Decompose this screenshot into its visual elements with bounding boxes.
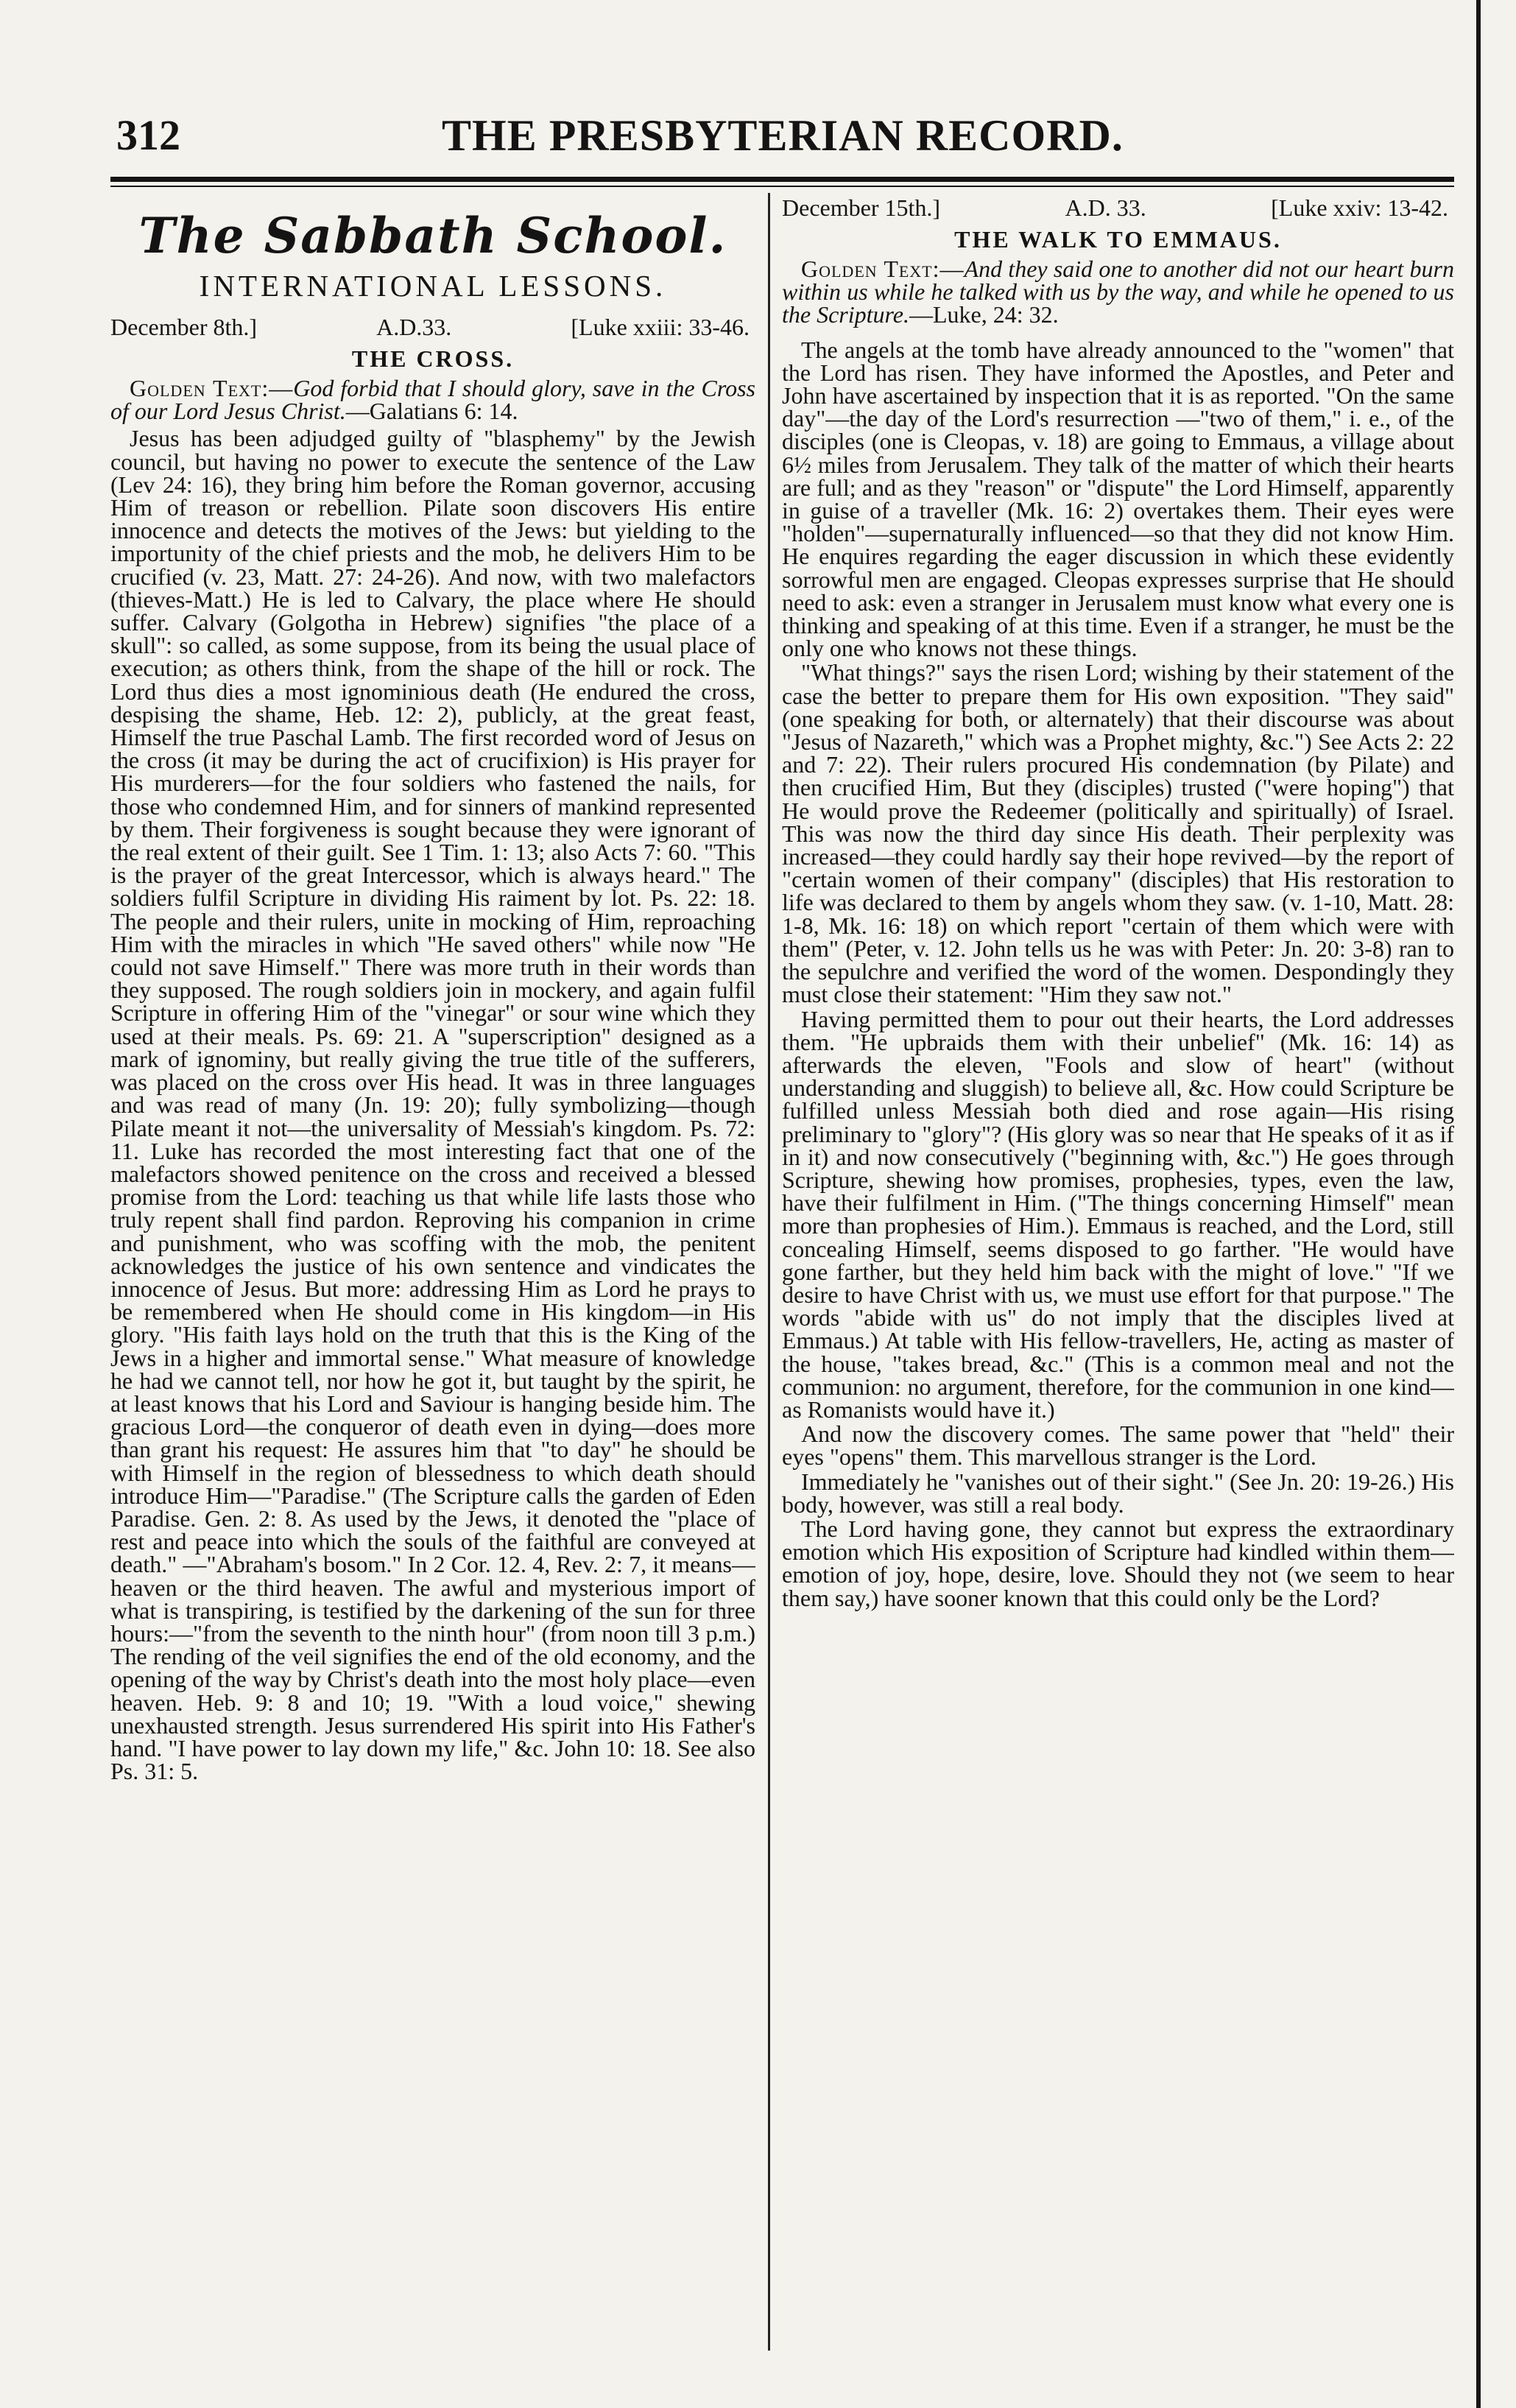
header-rule: [110, 177, 1454, 182]
lesson-reference: [Luke xxiv: 13-42.: [1271, 194, 1448, 221]
lesson-reference: [Luke xxiii: 33-46.: [571, 314, 750, 340]
body-paragraph: Having permitted them to pour out their hearts, the Lord addresses them. "He upbraids them with their unbelief" (Mk. 16: 14) as afterwards the eleven, "Fools and slow of heart" (without understanding and sluggish) to believe all, &c. How could Scripture be fulfilled unless Messiah both died and rose again—His rising preliminary to "glory"? (His glory was so near that He speaks of it as if in it) and now consecutively ("beginning with, &c.") He goes through Scripture, shewing how promises, prophesies, types, even the law, have their fulfilment in Him. ("The things concerning Himself" mean more than prophesies of Him.). Emmaus is reached, and the Lord, still concealing Himself, seems disposed to go farther. "He would have gone farther, but they held him back with the might of love." "If we desire to have Christ with us, we must use effort for that purpose." The words "abide with us" do not imply that the disciples lived at Emmaus.) At table with His fellow-travellers, He, acting as master of the house, "takes bread, &c." (This is a common meal and not the communion: no argument, therefore, for the communion in one kind—as Romanists would have it.): [782, 1005, 1454, 1423]
golden-text-left: [110, 377, 755, 423]
section-title: The Sabbath School.: [138, 207, 727, 264]
golden-text-label: Golden Text:—: [801, 256, 965, 282]
page-number: 312: [116, 111, 180, 159]
right-column: [782, 193, 1454, 2365]
golden-text-right: [782, 258, 1454, 327]
lesson-meta-left: [110, 312, 755, 342]
golden-text-ref: —Galatians 6: 14.: [345, 398, 518, 425]
lesson-year: A.D.33.: [376, 314, 452, 340]
golden-text-body: God forbid that I should glory, save in the Cross of our Lord Jesus Christ.: [110, 375, 755, 425]
lesson-title-right: THE WALK TO EMMAUS.: [954, 226, 1282, 253]
lesson-year: A.D. 33.: [1065, 194, 1146, 221]
body-paragraph: Jesus has been adjudged guilty of "blasphemy" by the Jewish council, but having no power to execute the sentence of the Law (Lev 24: 16), they bring him before the Roman governor, accusing Him of treason or rebellion. Pilate soon discovers His entire innocence and detects the motives of the Jews: but yielding to the importunity of the chief priests and the mob, he delivers Him to be crucified (v. 23, Matt. 27: 24-26). And now, with two malefactors (thieves-Matt.) He is led to Calvary, the place where He should suffer. Calvary (Golgotha in Hebrew) signifies "the place of a skull": so called, as some suppose, from its being the usual place of execution; as others think, from the shape of the hill or rock. The Lord thus dies a most ignominious death (He endured the cross, despising the shame, Heb. 12: 2), publicly, at the great feast, Himself the true Paschal Lamb. The first recorded word of Jesus on the cross (it may be during the act of crucifixion) is His prayer for His murderers—for the four soldiers who fastened the nails, for those who condemned Him, and for sinners of mankind represented by them. Their forgiveness is sought because they were ignorant of the real extent of their guilt. See 1 Tim. 1: 13; also Acts 7: 60. "This is the prayer of the great Intercessor, which is always heard." The soldiers fulfil Scripture in dividing His raiment by lot. Ps. 22: 18. The people and their rulers, unite in mocking of Him, reproaching Him with the miracles in which "He saved others" while now "He could not save Himself." There was more truth in their words than they supposed. The rough soldiers join in mockery, and again fulfil Scripture in offering Him of the "vinegar" or sour wine which they used at their meals. Ps. 69: 21. A "superscription" designed as a mark of ignominy, but really giving the true title of the sufferers, was placed on the cross over His head. It was in three languages and was read of many (Jn. 19: 20); fully symbolizing—though Pilate meant it not—the universality of Messiah's kingdom. Ps. 72: 11. Luke has recorded the most interesting fact that one of the malefactors showed penitence on the cross and received a blessed promise from the Lord: teaching us that while life lasts those who truly repent shall find pardon. Reproving his companion in crime and punishment, who was scoffing with the mob, the penitent acknowledges the justice of his own sentence and vindicates the innocence of Jesus. But more: addressing Him as Lord he prays to be remembered when He should come in His kingdom—in His glory. "His faith lays hold on the truth that this is the King of the Jews in a higher and immortal sense." What measure of knowledge he had we cannot tell, nor how he got it, but taught by the spirit, he at least knows that his Lord and Saviour is hanging beside him. The gracious Lord—the conqueror of death even in dying—does more than grant his request: He assures him that "to day" he should be with Himself in the region of blessedness to which death should introduce Him—"Paradise." (The Scripture calls the garden of Eden Paradise. Gen. 2: 8. As used by the Jews, it denoted the "place of rest and peace into which the souls of the faithful are conveyed at death." —"Abraham's bosom." In 2 Cor. 12. 4, Rev. 2: 7, it means—heaven or the third heaven. The awful and mysterious import of what is transpiring, is testified by the darkening of the sun for three hours:—"from the seventh to the ninth hour" (from noon till 3 p.m.) The rending of the veil signifies the end of the old economy, and the opening of the way by Christ's death into the most holy place—even heaven. Heb. 9: 8 and 10; 19. "With a loud voice," shewing unexhausted strength. Jesus surrendered His spirit into His Father's hand. "I have power to lay down my life," &c. John 10: 18. See also Ps. 31: 5.: [110, 425, 755, 1785]
lesson-date: December 15th.]: [782, 194, 941, 221]
lesson-date: December 8th.]: [110, 314, 258, 340]
lesson-title-left: THE CROSS.: [351, 345, 515, 372]
body-paragraph: The Lord having gone, they cannot but express the extraordinary emotion which His exposition of Scripture had kindled within them—emotion of joy, hope, desire, love. Should they not (we seem to hear them say,) have sooner known that this could only be the Lord?: [782, 1515, 1454, 1611]
running-head: THE PRESBYTERIAN RECORD.: [442, 111, 1124, 160]
golden-text-body: And they said one to another did not our heart burn within us while he talked with us by the way, and while he opened to us the Scripture.: [782, 256, 1454, 328]
body-paragraph: "What things?" says the risen Lord; wishing by their statement of the case the better to prepare them for His own exposition. "They said" (one speaking for both, or alternately) that their discourse was about "Jesus of Nazareth," which was a Prophet mighty, &c.") See Acts 2: 22 and 7: 22). Their rulers procured His condemnation (by Pilate) and then crucified Him, But they (disciples) trusted ("were hoping") that He would prove the Redeemer (politically and spiritually) of Israel. This was now the third day since His death. Their perplexity was increased—they could hardly say their hope revived—by the report of "certain women of their company" (disciples) that His restoration to life was declared to them by angels whom they saw. (v. 1-10, Matt. 28: 1-8, Mk. 16: 18) on which report "certain of them which were with them" (Peter, v. 12. John tells us he was with Peter: Jn. 20: 3-8) ran to the sepulchre and verified the word of the women. Despondingly they must close their statement: "Him they saw not.": [782, 659, 1454, 1008]
right-margin-rule: [1476, 0, 1481, 2408]
column-rule: [768, 193, 770, 2351]
header-rule-thin: [110, 186, 1454, 187]
left-column: [110, 193, 755, 2365]
golden-text-label: Golden Text:—: [130, 375, 294, 401]
body-paragraph: Immediately he "vanishes out of their sight." (See Jn. 20: 19-26.) His body, however, was still a real body.: [782, 1468, 1454, 1518]
section-subtitle: INTERNATIONAL LESSONS.: [199, 269, 667, 303]
golden-text-ref: —Luke, 24: 32.: [909, 301, 1059, 328]
lesson-meta-right: [782, 193, 1454, 222]
body-paragraph: And now the discovery comes. The same power that "held" their eyes "opens" them. This marvellous stranger is the Lord.: [782, 1420, 1454, 1471]
body-paragraph: The angels at the tomb have already announced to the "women" that the Lord has risen. They have informed the Apostles, and Peter and John have ascertained by inspection that it is as reported. "On the same day"—the day of the Lord's resurrection —"two of them," i. e., of the disciples (one is Cleopas, v. 18) are going to Emmaus, a village about 6½ miles from Jerusalem. They talk of the matter of which their hearts are full; and as they "reason" or "dispute" the Lord Himself, apparently in guise of a traveller (Mk. 16: 2) overtakes them. Their eyes were "holden"—supernaturally influenced—so that they did not know Him. He enquires regarding the eager discussion in which these evidently sorrowful men are engaged. Cleopas expresses surprise that He should need to ask: even a stranger in Jerusalem must know what every one is thinking and speaking of at this time. Even if a stranger, he must be the only one who knows not these things.: [782, 336, 1454, 662]
